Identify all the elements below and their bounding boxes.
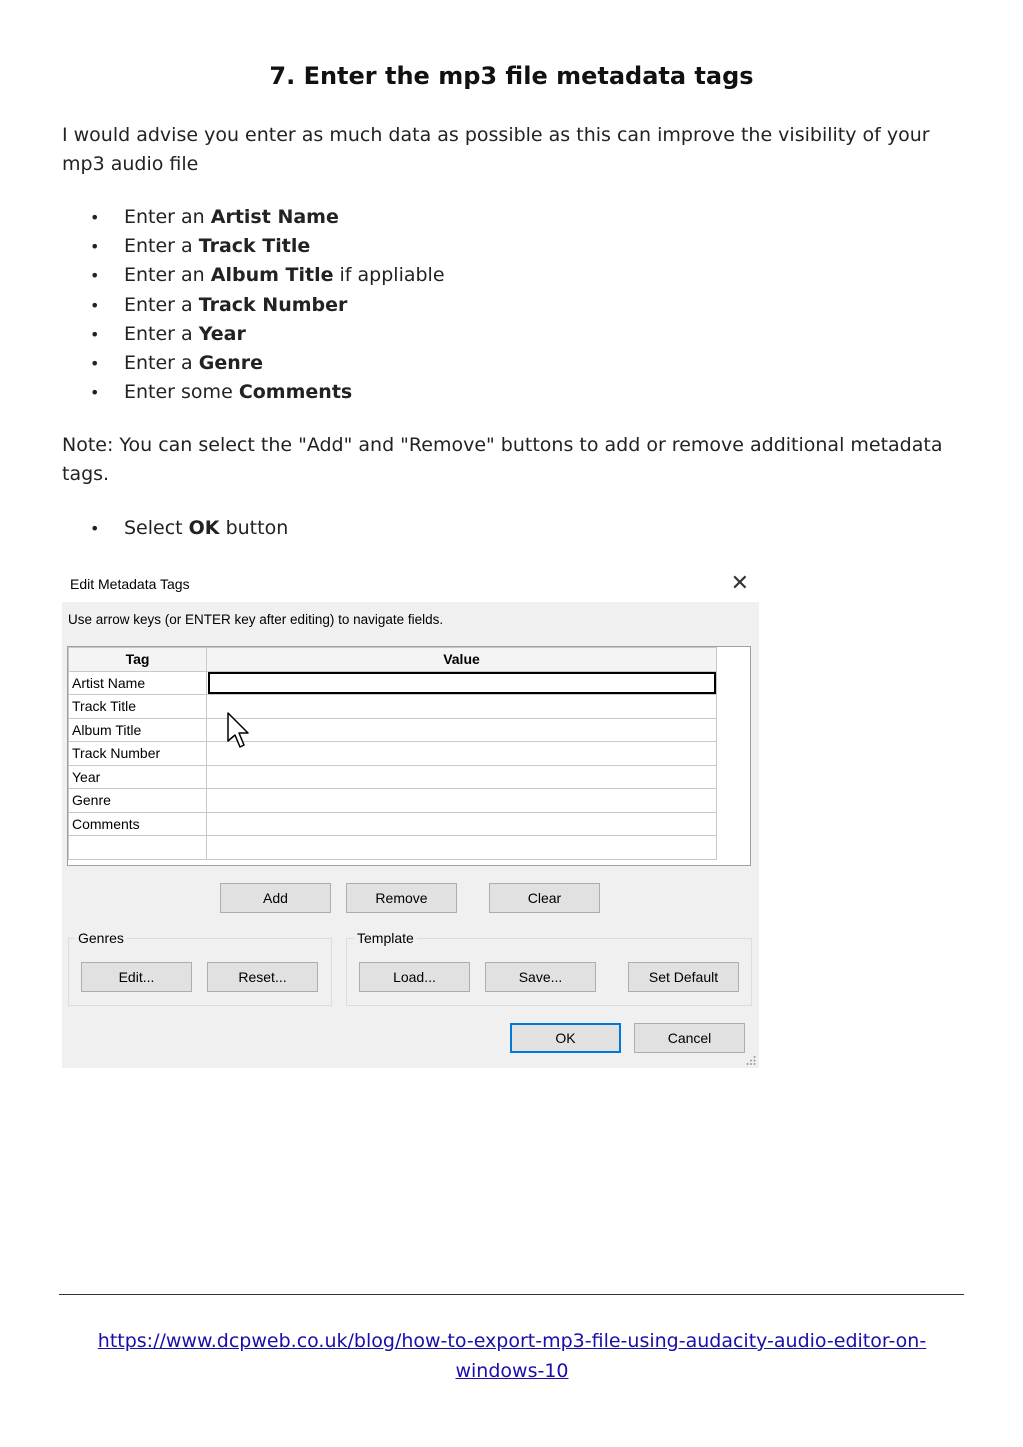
value-cell[interactable] bbox=[207, 695, 717, 719]
column-header-value[interactable]: Value bbox=[207, 648, 717, 672]
value-cell[interactable] bbox=[207, 765, 717, 789]
select-list bbox=[62, 514, 288, 543]
genres-reset-button[interactable]: Reset... bbox=[207, 962, 318, 992]
column-header-tag[interactable]: Tag bbox=[69, 648, 207, 672]
close-icon[interactable]: ✕ bbox=[730, 570, 749, 595]
add-button[interactable]: Add bbox=[220, 883, 331, 913]
step-item: • Enter a Genre bbox=[62, 349, 445, 378]
table-row bbox=[69, 789, 717, 813]
tag-cell[interactable]: Track Title bbox=[69, 695, 207, 719]
dialog-hint: Use arrow keys (or ENTER key after editing) to navigate fields. bbox=[68, 612, 444, 627]
step-item: • Enter a Track Title bbox=[62, 232, 445, 261]
steps-list bbox=[62, 203, 445, 407]
metadata-grid bbox=[67, 646, 751, 866]
tag-cell[interactable]: Artist Name bbox=[69, 671, 207, 695]
tag-cell[interactable]: Year bbox=[69, 765, 207, 789]
step-item: • Enter some Comments bbox=[62, 378, 445, 407]
table-row bbox=[69, 671, 717, 695]
table-row bbox=[69, 836, 717, 860]
genres-edit-button[interactable]: Edit... bbox=[81, 962, 192, 992]
step-item-select-ok: • Select OK button bbox=[62, 514, 288, 543]
template-group-label: Template bbox=[354, 930, 417, 946]
step-item: • Enter an Artist Name bbox=[62, 203, 445, 232]
tag-cell[interactable] bbox=[69, 836, 207, 860]
table-row bbox=[69, 718, 717, 742]
value-cell[interactable] bbox=[207, 742, 717, 766]
tag-cell[interactable]: Track Number bbox=[69, 742, 207, 766]
intro-paragraph: I would advise you enter as much data as possible as this can improve the visibility of your mp3 audio file bbox=[62, 124, 930, 175]
footer bbox=[62, 1326, 962, 1386]
page-heading: 7. Enter the mp3 file metadata tags bbox=[269, 62, 754, 90]
tag-cell[interactable]: Comments bbox=[69, 812, 207, 836]
remove-button[interactable]: Remove bbox=[346, 883, 457, 913]
dialog-titlebar bbox=[62, 566, 759, 602]
dialog-title: Edit Metadata Tags bbox=[70, 576, 190, 592]
table-row bbox=[69, 742, 717, 766]
note-paragraph: Note: You can select the "Add" and "Remove" buttons to add or remove additional metadata tags. bbox=[62, 434, 943, 485]
cancel-button[interactable]: Cancel bbox=[634, 1023, 745, 1053]
value-cell[interactable] bbox=[207, 836, 717, 860]
ok-button[interactable]: OK bbox=[510, 1023, 621, 1053]
step-item: • Enter a Year bbox=[62, 320, 445, 349]
source-link[interactable]: https://www.dcpweb.co.uk/blog/how-to-export-mp3-file-using-audacity-audio-editor-on-windows-10 bbox=[97, 1330, 927, 1382]
value-cell[interactable] bbox=[207, 789, 717, 813]
template-load-button[interactable]: Load... bbox=[359, 962, 470, 992]
template-set-default-button[interactable]: Set Default bbox=[628, 962, 739, 992]
edit-metadata-dialog-screenshot bbox=[62, 566, 759, 1068]
tag-cell[interactable]: Genre bbox=[69, 789, 207, 813]
value-cell-artist-name[interactable] bbox=[207, 671, 717, 695]
step-item: • Enter a Track Number bbox=[62, 291, 445, 320]
mouse-pointer-icon bbox=[226, 711, 252, 751]
genres-group-label: Genres bbox=[75, 930, 127, 946]
value-cell[interactable] bbox=[207, 718, 717, 742]
template-save-button[interactable]: Save... bbox=[485, 962, 596, 992]
table-row bbox=[69, 812, 717, 836]
tag-cell[interactable]: Album Title bbox=[69, 718, 207, 742]
resize-grip-icon[interactable] bbox=[746, 1055, 756, 1065]
clear-button[interactable]: Clear bbox=[489, 883, 600, 913]
table-row bbox=[69, 695, 717, 719]
value-cell[interactable] bbox=[207, 812, 717, 836]
step-item: • Enter an Album Title if appliable bbox=[62, 261, 445, 290]
table-row bbox=[69, 765, 717, 789]
footer-divider bbox=[59, 1294, 964, 1295]
